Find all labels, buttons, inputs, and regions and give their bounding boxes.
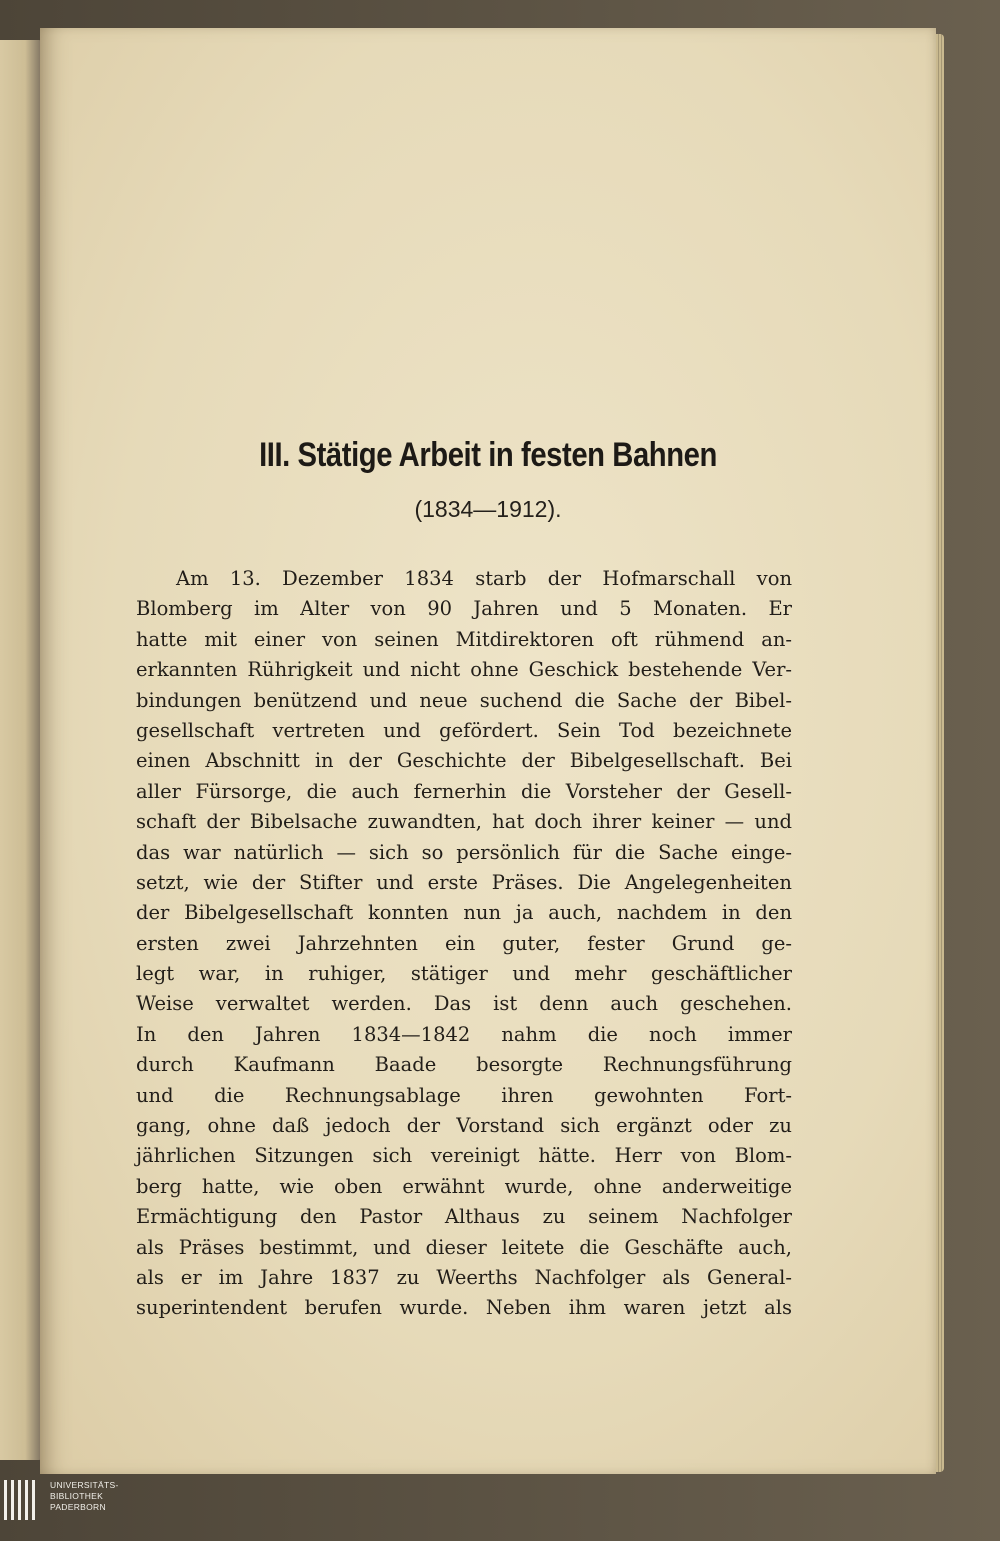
text-line: legt war, in ruhiger, stätiger und mehr geschäftlicher [136,962,792,986]
chapter-heading: III. Stätige Arbeit in festen Bahnen [259,436,717,474]
text-line: gesellschaft vertreten und gefördert. Sein Tod bezeichnete [136,718,792,742]
text-line: superintendent berufen wurde. Neben ihm waren jetzt als [136,1296,792,1320]
text-line: ersten zwei Jahrzehnten ein guter, fester Grund ge- [136,931,792,955]
text-line: einen Abschnitt in der Geschichte der Bibelgesellschaft. Bei [136,749,792,773]
body-paragraph [136,564,792,1324]
text-line: schaft der Bibelsache zuwandten, hat doch ihrer keiner — und [136,810,792,834]
library-logo-line: UNIVERSITÄTS- [50,1480,119,1490]
text-line: jährlichen Sitzungen sich vereinigt hätte. Herr von Blom- [136,1144,792,1168]
text-line: Weise verwaltet werden. Das ist denn auch geschehen. [136,992,792,1016]
text-line: als Präses bestimmt, und dieser leitete die Geschäfte auch, [136,1235,792,1259]
book-page [40,28,936,1474]
text-line: der Bibelgesellschaft konnten nun ja auch, nachdem in den [136,901,792,925]
library-logo-text [50,1480,119,1513]
text-line: und die Rechnungsablage ihren gewohnten Fort- [136,1083,792,1107]
text-line: aller Fürsorge, die auch fernerhin die Vorsteher der Gesell- [136,779,792,803]
library-logo [0,1480,160,1520]
library-logo-line: BIBLIOTHEK [50,1491,104,1501]
text-line: setzt, wie der Stifter und erste Präses. Die Angelegenheiten [136,870,792,894]
text-line: Blomberg im Alter von 90 Jahren und 5 Monaten. Er [136,597,792,621]
text-line: Am 13. Dezember 1834 starb der Hofmarschall von [176,567,792,590]
text-line: Ermächtigung den Pastor Althaus zu seinem Nachfolger [136,1205,792,1229]
text-line: bindungen benützend und neue suchend die Sache der Bibel- [136,688,792,712]
library-logo-line: PADERBORN [50,1502,106,1512]
library-logo-icon [4,1480,40,1520]
text-line: das war natürlich — sich so persönlich für die Sache einge- [136,840,792,864]
text-line: In den Jahren 1834—1842 nahm die noch immer [136,1022,792,1046]
text-line: gang, ohne daß jedoch der Vorstand sich ergänzt oder zu [136,1114,792,1138]
text-line: durch Kaufmann Baade besorgte Rechnungsführung [136,1053,792,1077]
previous-page-edge [0,40,42,1460]
text-line: berg hatte, wie oben erwähnt wurde, ohne anderweitige [136,1174,792,1198]
text-line: als er im Jahre 1837 zu Weerths Nachfolger als General- [136,1265,792,1289]
text-line: hatte mit einer von seinen Mitdirektoren oft rühmend an- [136,627,792,651]
text-line: erkannten Rührigkeit und nicht ohne Geschick bestehende Ver- [136,658,792,682]
chapter-dates: (1834—1912). [414,496,562,522]
